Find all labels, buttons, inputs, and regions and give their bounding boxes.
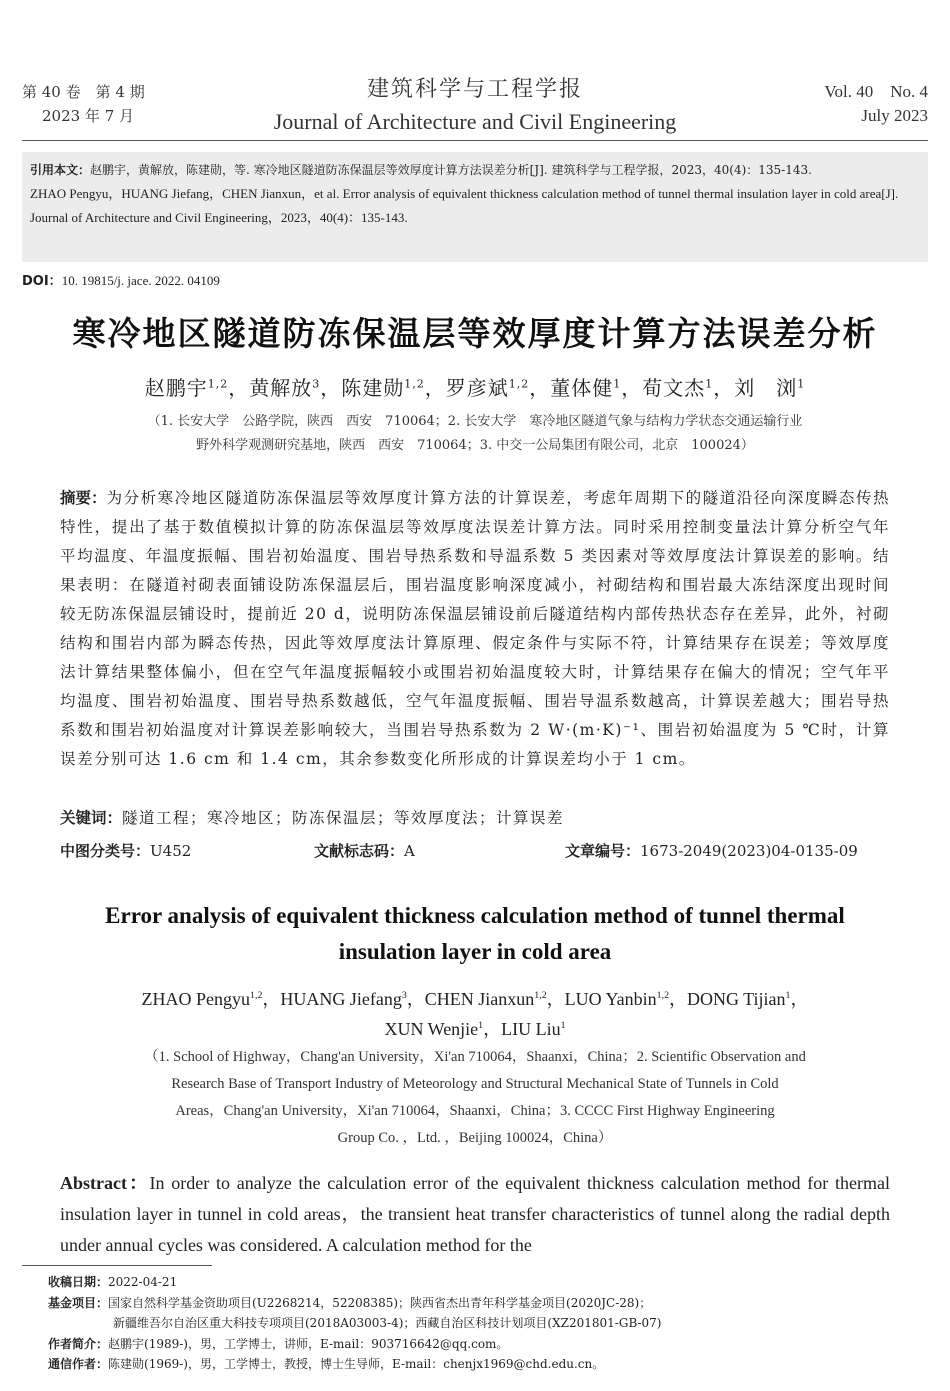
- authors-en: ZHAO Pengyu$^{1,2}$，HUANG Jiefang$^3$，CHEN Jianxun$^{1,2}$，LUO Yanbin$^{1,2}$，DONG Tijian$^1$， XUN Wenjie$^1$，LIU Liu$^1$: [141, 989, 809, 1039]
- abstract-cn: [60, 484, 890, 774]
- author-cn: 黄解放$^3$: [249, 376, 321, 400]
- abstract-en-label: Abstract：: [60, 1173, 150, 1193]
- footnote-divider: [22, 1265, 212, 1266]
- corresponding-author: 通信作者：陈建勋(1969-)，男，工学博士，教授，博士生导师，E-mail：chenjx1969@chd.edu.cn。: [48, 1357, 605, 1371]
- received-date: 收稿日期：2022-04-21: [48, 1275, 178, 1289]
- author-cn: 陈建勋$^{1,2}$: [341, 376, 425, 400]
- author-en: HUANG Jiefang$^3$: [280, 989, 407, 1009]
- date-cn: 2023 年 7 月: [42, 107, 135, 125]
- keywords-cn-text: 隧道工程；寒冷地区；防冻保温层；等效厚度法；计算误差: [122, 809, 565, 827]
- fund-info: 基金项目：国家自然科学基金资助项目(U2268214，52208385)；陕西省杰出青年科学基金项目(2020JC-28)；: [48, 1295, 652, 1310]
- footnotes: [48, 1272, 908, 1375]
- journal-name-cn: 建筑科学与工程学报: [366, 77, 583, 102]
- affiliations-en: （1. School of Highway，Chang'an University，Xi'an 710064，Shaanxi，China；2. Scientific Observation and Research Base of Transport Industry of Meteorology and Structural Mechanical State of Tunnels in Cold Areas，Chang'an University，Xi'an 710064，Shaanxi，China；3. CCCC First Highway Engineering Group Co. ，Ltd. ，Beijing 100024，China）: [144, 1049, 806, 1146]
- clc-number: 中图分类号：U452: [60, 842, 192, 860]
- author-bio: 作者简介：赵鹏宇(1989-)，男，工学博士，讲师，E-mail：903716642@qq.com。: [48, 1336, 509, 1351]
- abstract-cn-label: 摘要：: [60, 489, 107, 507]
- journal-name-en: Journal of Architecture and Civil Engineering: [273, 109, 677, 134]
- journal-name-block: [0, 72, 950, 135]
- author-en: ZHAO Pengyu$^{1,2}$: [141, 989, 263, 1009]
- citation-box: [22, 152, 928, 262]
- header-volume-en-block: [824, 80, 928, 128]
- keywords-cn: [60, 806, 890, 828]
- author-cn: 罗彦斌$^{1,2}$: [445, 376, 530, 400]
- header-divider: [22, 140, 928, 141]
- paper-title-cn: 寒冷地区隧道防冻保温层等效厚度计算方法误差分析: [72, 314, 878, 353]
- volume-issue-en: Vol. 40 No. 4: [824, 82, 928, 101]
- doi-link[interactable]: 10. 19815/j. jace. 2022. 04109: [61, 273, 220, 288]
- document-code: 文献标志码：A: [314, 842, 415, 860]
- keywords-cn-label: 关键词：: [60, 809, 123, 827]
- author-cn: 董体健$^1$: [550, 376, 622, 400]
- citation-en: ZHAO Pengyu，HUANG Jiefang，CHEN Jianxun，et al. Error analysis of equivalent thickness calculation method of tunnel thermal insulation layer in cold area[J]. Journal of Architecture and Civil Engineering，2023，40(4)：135-143.: [30, 186, 899, 225]
- doi-label: DOI：: [22, 274, 62, 289]
- author-en: LUO Yanbin$^{1,2}$: [564, 989, 669, 1009]
- date-en: July 2023: [861, 106, 928, 125]
- doi: [22, 270, 220, 289]
- author-en: DONG Tijian$^1$: [687, 989, 791, 1009]
- author-cn: 刘 浏$^1$: [734, 376, 806, 400]
- paper-title-en: Error analysis of equivalent thickness calculation method of tunnel thermal insulation layer in cold area: [105, 903, 845, 964]
- citation-cn: 引用本文：赵鹏宇，黄解放，陈建勋，等. 寒冷地区隧道防冻保温层等效厚度计算方法误差分析[J]. 建筑科学与工程学报，2023，40(4)：135-143.: [30, 163, 812, 177]
- fund-info-cont: 新疆维吾尔自治区重大科技专项项目(2018A03003-4)；西藏自治区科技计划项目(XZ201801-GB-07): [113, 1316, 662, 1330]
- author-cn: 赵鹏宇$^{1,2}$: [144, 376, 229, 400]
- abstract-en: [60, 1168, 890, 1261]
- article-number: 文章编号：1673-2049(2023)04-0135-09: [565, 842, 858, 860]
- author-cn: 荀文杰$^1$: [642, 376, 714, 400]
- abstract-cn-text: 为分析寒冷地区隧道防冻保温层等效厚度计算方法的计算误差，考虑年周期下的隧道沿径向深度瞬态传热特性，提出了基于数值模拟计算的防冻保温层等效厚度法误差计算方法。同时采用控制变量法计算分析空气年平均温度、年温度振幅、围岩初始温度、围岩导热系数和导温系数 5 类因素对等效厚度法计算误差的影响。结果表明：在隧道衬砌表面铺设防冻保温层后，围岩温度影响深度减小，衬砌结构和围岩最大冻结深度出现时间较无防冻保温层铺设时，提前近 20 d，说明防冻保温层铺设前后隧道结构内部传热状态存在差异，此外，衬砌结构和围岩内部为瞬态传热，因此等效厚度法计算原理、假定条件与实际不符，计算结果存在误差；等效厚度法计算结果整体偏小，但在空气年温度振幅较小或围岩初始温度较大时，计算结果存在偏大的情况；空气年平均温度、围岩初始温度、围岩导热系数越低，空气年温度振幅、围岩导温系数越高，计算误差越大；围岩导热系数和围岩初始温度对计算误差影响较大，当围岩导热系数为 2 W·(m·K)⁻¹、围岩初始温度为 5 ℃时，计算误差分别可达 1.6 cm 和 1.4 cm，其余参数变化所形成的计算误差均小于 1 cm。: [60, 489, 890, 768]
- abstract-en-text: In order to analyze the calculation error of the equivalent thickness calculation method for thermal insulation layer in tunnel in cold areas，the transient heat transfer characteristics of tunnel along the radial depth under annual cycles was considered. A calculation method for the: [60, 1173, 891, 1255]
- authors-cn: 赵鹏宇$^{1,2}$，黄解放$^3$，陈建勋$^{1,2}$，罗彦斌$^{1,2}$，董体健$^1$，荀文杰$^1$，刘 浏$^1$: [144, 376, 806, 400]
- author-en: XUN Wenjie$^1$: [384, 1019, 484, 1039]
- citation-label: 引用本文：: [30, 163, 91, 177]
- volume-issue-cn: 第 40 卷 第 4 期: [22, 83, 145, 101]
- author-en: LIU Liu$^1$: [501, 1019, 566, 1039]
- author-en: CHEN Jianxun$^{1,2}$: [424, 989, 547, 1009]
- affiliations-cn: （1. 长安大学 公路学院，陕西 西安 710064；2. 长安大学 寒冷地区隧道气象与结构力学状态交通运输行业 野外科学观测研究基地，陕西 西安 710064；3. 中交一公局集团有限公司，北京 100024）: [147, 414, 803, 453]
